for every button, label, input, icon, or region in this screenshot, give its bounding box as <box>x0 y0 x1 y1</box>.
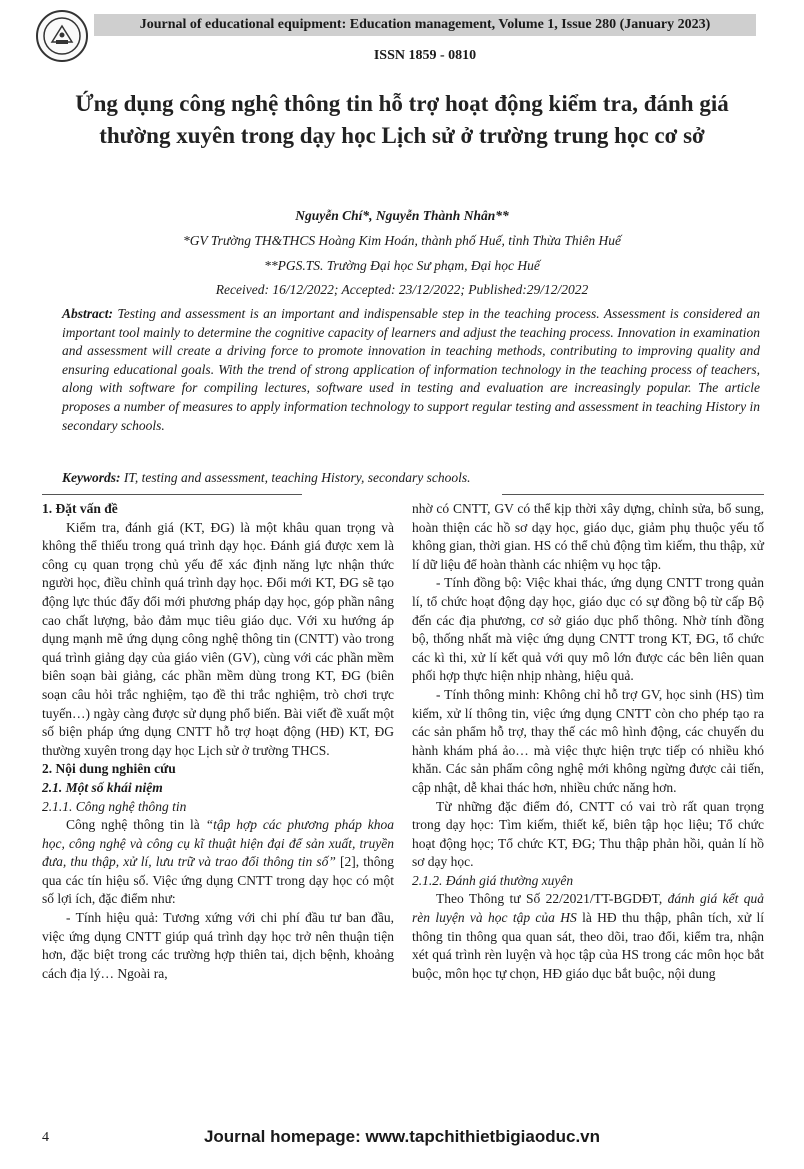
definition-quote: “tập hợp các phương pháp khoa học, công nghệ và công cụ kĩ thuật hiện đại để sản xuất, truyền đưa, thu thập, xử lí, lưu trữ và trao đổi thông tin số” <box>42 817 394 870</box>
publication-dates: Received: 16/12/2022; Accepted: 23/12/2022; Published:29/12/2022 <box>215 282 589 297</box>
subsection-heading-2-1: 2.1. Một số khái niệm <box>42 779 163 795</box>
paragraph-text: Công nghệ thông tin là <box>66 817 206 833</box>
issn: ISSN 1859 - 0810 <box>373 48 477 63</box>
paragraph-text: [2], thông qua các tín hiệu số. Việc ứng dụng CNTT trong dạy học có một số lợi ích, đặc điểm như: <box>42 854 394 907</box>
abstract <box>62 305 760 435</box>
definition-quote: đánh giá kết quả rèn luyện và học tập của HS <box>412 891 764 926</box>
affiliation-1: *GV Trường TH&THCS Hoàng Kim Hoán, thành phố Huế, tỉnh Thừa Thiên Huế <box>183 233 621 248</box>
paragraph-text: Theo Thông tư Số 22/2021/TT-BGDĐT, <box>436 891 668 907</box>
article-title: Ứng dụng công nghệ thông tin hỗ trợ hoạt động kiểm tra, đánh giá thường xuyên trong dạy học Lịch sử ở trường trung học cơ sở <box>75 91 729 148</box>
section-heading-1: 1. Đặt vấn đề <box>42 501 118 516</box>
right-column <box>412 500 764 983</box>
paragraph: - Tính thông minh: Không chỉ hỗ trợ GV, học sinh (HS) tìm kiếm, xử lí thông tin, việc ứng dụng CNTT còn cho phép tạo ra các sản phẩm hỗ trợ, thay thế các mô hình động, các chuyến du hành khám phá ảo… mà việc thực hiện trực tiếp có nhiều khó khăn. Các sản phẩm công nghệ mới không ngừng được cải tiến, cập nhật, dễ khai thác hơn, nhiều chức năng hơn. <box>412 686 764 795</box>
page-number: 4 <box>42 1130 49 1145</box>
keywords-label: Keywords: <box>62 470 121 485</box>
left-column <box>42 500 394 983</box>
divider-right <box>502 494 764 495</box>
abstract-label: Abstract: <box>62 306 114 321</box>
paragraph: - Tính hiệu quả: Tương xứng với chi phí đầu tư ban đầu, việc ứng dụng CNTT giúp quá trình dạy học trở nên thuận tiện hơn, đặc biệt trong các trường hợp thiên tai, dịch bệnh, khoảng cách địa lý… Ngoài ra, <box>42 910 394 981</box>
article-authors: Nguyễn Chí*, Nguyễn Thành Nhân** <box>295 208 509 223</box>
subsection-heading-2-1-1: 2.1.1. Công nghệ thông tin <box>42 798 187 814</box>
paragraph: Kiểm tra, đánh giá (KT, ĐG) là một khâu quan trọng và không thể thiếu trong quá trình dạy học. Đánh giá được xem là công cụ quan trọng chủ yếu để xác định năng lực nhận thức người học, điều chỉnh quá trình dạy học. Đổi mới KT, ĐG sẽ tạo động lực thúc đẩy đổi mới phương pháp dạy học, góp phần nâng cao chất lượng, bảo đảm mục tiêu giáo dục. Với xu hướng áp dụng mạnh mẽ ứng dụng công nghệ thông tin (CNTT) vào trong quá trình giảng dạy của giáo viên (GV), cùng với các phần mềm biên soạn bài giảng, các phần mềm dùng trong KT, ĐG (biên soạn câu hỏi trắc nghiệm, tạo đề thi trắc nghiệm, trò chơi trực tuyến…) ngày càng được sử dụng phổ biến. Bài viết đề xuất một số biện pháp ứng dụng CNTT hỗ trợ hoạt động (HĐ) KT, ĐG thường xuyên trong dạy học Lịch sử ở trường THCS. <box>42 519 394 758</box>
divider-left <box>42 494 302 495</box>
abstract-text: Testing and assessment is an important and indispensable step in the teaching process. Assessment is considered an important tool mainly to determine the cognitive capacity of learners and adjust the teaching process. Innovation in examination and assessment will create a driving force to promote innovation in teaching methods, contributing to improving quality and ensuring educational goals. With the trend of strong application of information technology in the teaching process of teachers, along with software for compiling lectures, software used in testing and evaluation are increasingly popular. The article proposes a number of measures to apply information technology to support regular testing and assessment in teaching History in secondary schools. <box>62 306 760 433</box>
paragraph: Từ những đặc điểm đó, CNTT có vai trò rất quan trọng trong dạy học: Tìm kiếm, thiết kế, biên tập học liệu; Tổ chức hoạt động học; Tổ chức KT, ĐG; Thu thập phản hồi, quản lí hồ sơ dạy học. <box>412 798 764 870</box>
paragraph-text: là HĐ thu thập, phân tích, xử lí thông tin thông qua quan sát, theo dõi, trao đổi, kiểm tra, nhận xét quá trình rèn luyện và học tập của HS trong các môn học bắt buộc, môn học tự chọn, HĐ giáo dục bắt buộc, nội dung <box>412 910 764 981</box>
journal-header <box>36 8 756 66</box>
paragraph: - Tính đồng bộ: Việc khai thác, ứng dụng CNTT trong quản lí, tổ chức hoạt động dạy học, giáo dục có sự đồng bộ từ cấp Bộ đến các địa phương, cơ sở giáo dục phổ thông. Nhờ tính đồng bộ, thống nhất mà việc ứng dụng CNTT trong KT, ĐG, tổ chức các kì thi, xử lí kết quả với quy mô lớn được các bên liên quan phối hợp thực hiện nhịp nhàng, hiệu quả. <box>412 575 764 684</box>
logo-emblem-icon <box>42 16 82 56</box>
affiliation-2: **PGS.TS. Trường Đại học Sư phạm, Đại học Huế <box>264 258 540 273</box>
journal-logo <box>36 10 88 62</box>
keywords <box>62 470 760 486</box>
paragraph: nhờ có CNTT, GV có thể kịp thời xây dựng, chỉnh sửa, bổ sung, hoàn thiện các hồ sơ dạy học, giáo dục, giảm phụ thuộc yếu tố không gian, thời gian. HS có thể chủ động tìm kiếm, thu thập, xử lí dữ liệu để hoàn thành các nhiệm vụ học tập. <box>412 501 764 572</box>
journal-homepage[interactable]: Journal homepage: www.tapchithietbigiaoduc.vn <box>203 1127 601 1146</box>
keywords-text: IT, testing and assessment, teaching History, secondary schools. <box>123 470 471 485</box>
subsection-heading-2-1-2: 2.1.2. Đánh giá thường xuyên <box>412 872 574 888</box>
section-heading-2: 2. Nội dung nghiên cứu <box>42 761 176 777</box>
journal-title-band: Journal of educational equipment: Education management, Volume 1, Issue 280 (January 2023) <box>94 14 756 36</box>
paragraph <box>42 816 394 909</box>
paragraph <box>412 890 764 983</box>
